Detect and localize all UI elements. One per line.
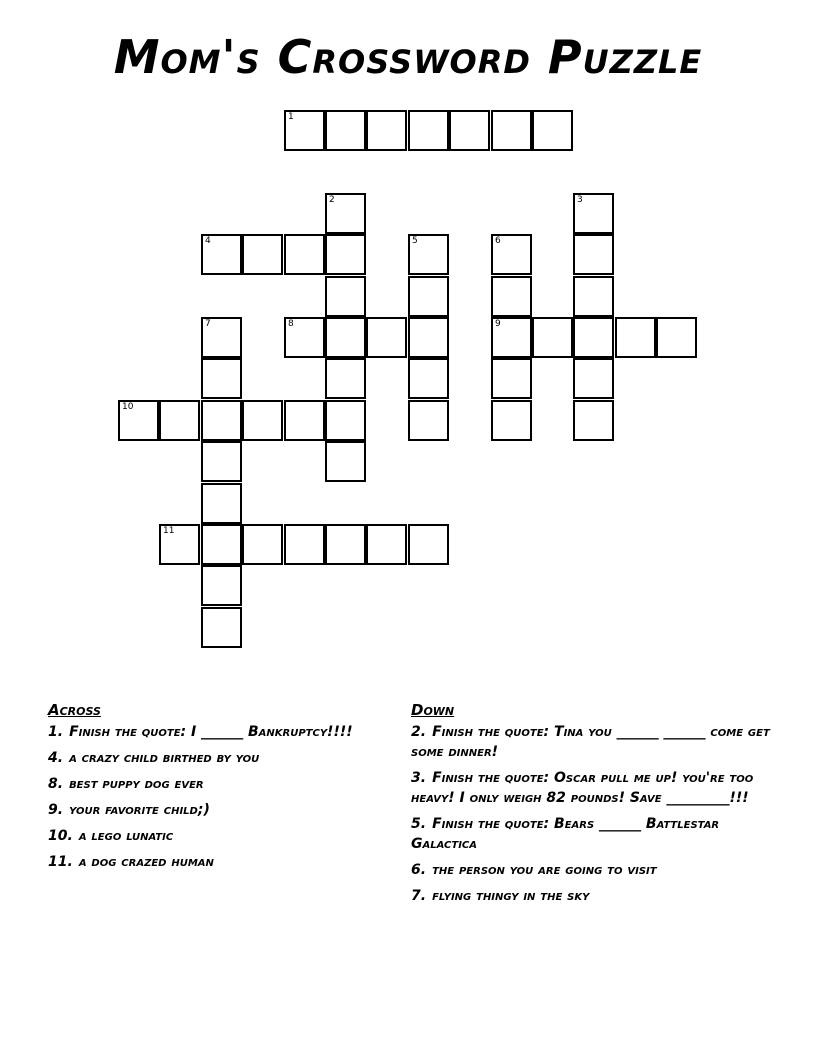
clue-down-2: 2. Finish the quote: Tina you ______ ______ come get some dinner! xyxy=(411,724,770,760)
clue-number: 5 xyxy=(412,236,418,246)
grid-cell[interactable] xyxy=(532,317,573,358)
grid-cell[interactable] xyxy=(325,276,366,317)
grid-cell[interactable] xyxy=(325,358,366,399)
grid-cell[interactable] xyxy=(573,234,614,275)
grid-cell[interactable] xyxy=(491,317,532,358)
grid-cell[interactable] xyxy=(201,524,242,565)
grid-cell[interactable] xyxy=(573,317,614,358)
grid-cell[interactable] xyxy=(491,110,532,151)
clue-down-5: 5. Finish the quote: Bears ______ Battlestar Galactica xyxy=(411,816,720,852)
clue-down-3: 3. Finish the quote: Oscar pull me up! you're too heavy! I only weigh 82 pounds! Save _________!!! xyxy=(411,770,754,806)
down-clues xyxy=(411,700,781,912)
grid-cell[interactable] xyxy=(366,524,407,565)
grid-cell[interactable] xyxy=(284,234,325,275)
grid-cell[interactable] xyxy=(325,110,366,151)
grid-cell[interactable] xyxy=(408,276,449,317)
grid-cell[interactable] xyxy=(201,607,242,648)
grid-cell[interactable] xyxy=(408,358,449,399)
grid-cell[interactable] xyxy=(201,441,242,482)
grid-cell[interactable] xyxy=(573,400,614,441)
grid-cell[interactable] xyxy=(284,317,325,358)
grid-cell[interactable] xyxy=(159,400,200,441)
grid-cell[interactable] xyxy=(366,317,407,358)
clue-number: 7 xyxy=(205,319,211,329)
grid-cell[interactable] xyxy=(242,400,283,441)
grid-cell[interactable] xyxy=(284,110,325,151)
clue-across-4: 4. a crazy child birthed by you xyxy=(48,750,260,766)
grid-cell[interactable] xyxy=(325,524,366,565)
clue-number: 6 xyxy=(495,236,501,246)
grid-cell[interactable] xyxy=(573,193,614,234)
grid-cell[interactable] xyxy=(491,276,532,317)
clue-number: 9 xyxy=(495,319,501,329)
clue-across-1: 1. Finish the quote: I ______ Bankruptcy!!!! xyxy=(48,724,353,740)
grid-cell[interactable] xyxy=(408,524,449,565)
grid-cell[interactable] xyxy=(573,358,614,399)
grid-cell[interactable] xyxy=(201,234,242,275)
grid-cell[interactable] xyxy=(408,317,449,358)
grid-cell[interactable] xyxy=(532,110,573,151)
grid-cell[interactable] xyxy=(242,524,283,565)
across-clues xyxy=(48,700,378,878)
grid-cell[interactable] xyxy=(201,358,242,399)
grid-cell[interactable] xyxy=(573,276,614,317)
grid-cell[interactable] xyxy=(325,317,366,358)
grid-cell[interactable] xyxy=(284,524,325,565)
grid-cell[interactable] xyxy=(118,400,159,441)
down-heading: Down xyxy=(411,701,455,719)
grid-cell[interactable] xyxy=(366,110,407,151)
clue-across-8: 8. best puppy dog ever xyxy=(48,776,204,792)
grid-cell[interactable] xyxy=(615,317,656,358)
clue-number: 11 xyxy=(163,526,175,536)
grid-cell[interactable] xyxy=(201,483,242,524)
clue-across-11: 11. a dog crazed human xyxy=(48,854,214,870)
grid-cell[interactable] xyxy=(491,358,532,399)
clue-number: 10 xyxy=(122,402,134,412)
grid-cell[interactable] xyxy=(408,110,449,151)
grid-cell[interactable] xyxy=(325,441,366,482)
clue-across-10: 10. a lego lunatic xyxy=(48,828,174,844)
grid-cell[interactable] xyxy=(491,400,532,441)
grid-cell[interactable] xyxy=(408,400,449,441)
grid-cell[interactable] xyxy=(491,234,532,275)
clue-number: 4 xyxy=(205,236,211,246)
clue-number: 3 xyxy=(577,195,583,205)
clue-number: 1 xyxy=(288,112,294,122)
clue-across-9: 9. your favorite child;) xyxy=(48,802,210,818)
grid-cell[interactable] xyxy=(408,234,449,275)
clue-down-6: 6. the person you are going to visit xyxy=(411,862,657,878)
grid-cell[interactable] xyxy=(325,193,366,234)
clue-number: 2 xyxy=(329,195,335,205)
grid-cell[interactable] xyxy=(325,234,366,275)
grid-cell[interactable] xyxy=(656,317,697,358)
across-heading: Across xyxy=(48,701,101,719)
grid-cell[interactable] xyxy=(284,400,325,441)
grid-cell[interactable] xyxy=(325,400,366,441)
grid-cell[interactable] xyxy=(159,524,200,565)
grid-cell[interactable] xyxy=(201,317,242,358)
grid-cell[interactable] xyxy=(242,234,283,275)
grid-cell[interactable] xyxy=(201,565,242,606)
page-title: Mom's Crossword Puzzle xyxy=(113,30,703,84)
clue-number: 8 xyxy=(288,319,294,329)
clue-down-7: 7. flying thingy in the sky xyxy=(411,888,590,904)
grid-cell[interactable] xyxy=(449,110,490,151)
grid-cell[interactable] xyxy=(201,400,242,441)
